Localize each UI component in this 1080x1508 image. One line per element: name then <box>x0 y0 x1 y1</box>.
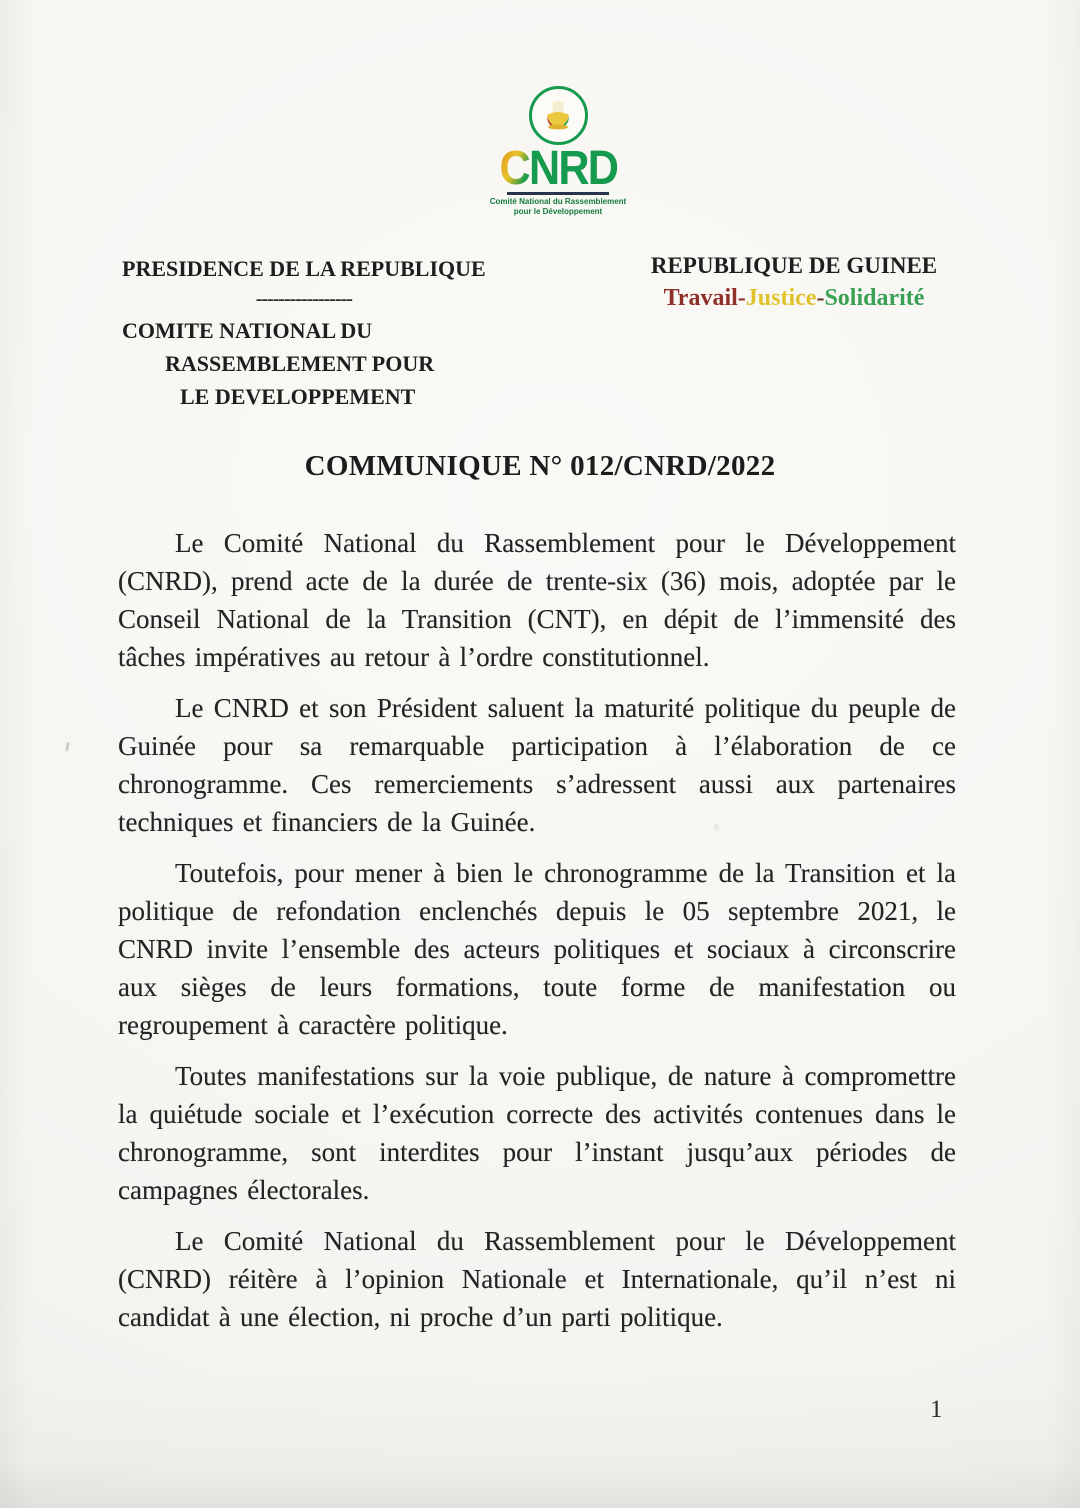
cnrd-logo <box>458 86 658 217</box>
communique-title: COMMUNIQUE N° 012/CNRD/2022 <box>304 450 776 482</box>
national-motto <box>626 283 962 313</box>
logo-subtitle-line1: Comité National du Rassemblement <box>489 197 627 206</box>
letterhead-left-block <box>122 252 486 413</box>
letterhead <box>122 252 962 413</box>
motto-solidarite: Solidarité <box>824 285 925 311</box>
committee-name-line3: LE DEVELOPPEMENT <box>180 384 416 409</box>
paragraph: Toutefois, pour mener à bien le chronogramme de la Transition et la politique de refondation enclenchés depuis le 05 septembre 2021, le CNRD invite l’ensemble des acteurs politiques et sociaux à circonscrire aux sièges de leurs formations, toute forme de manifestation ou regroupement à caractère politique. <box>118 858 956 1040</box>
logo-acronym <box>499 142 617 195</box>
logo-acronym-c: C <box>499 142 529 195</box>
motto-separator: - <box>737 285 746 311</box>
committee-name-line2: RASSEMBLEMENT POUR <box>165 351 435 376</box>
paragraph: Le Comité National du Rassemblement pour le Développement (CNRD), prend acte de la durée de trente-six (36) mois, adoptée par le Conseil National de la Transition (CNT), en dépit de l’immensité des tâches impératives au retour à l’ordre constitutionnel. <box>118 528 956 672</box>
guinea-emblem-icon <box>538 96 578 136</box>
letterhead-right-block <box>626 252 962 413</box>
logo-subtitle-line2: pour le Développement <box>513 207 603 216</box>
presidency-title: PRESIDENCE DE LA REPUBLIQUE <box>122 256 486 281</box>
logo-acronym-nrd: NRD <box>528 142 617 195</box>
motto-travail: Travail <box>663 285 738 311</box>
logo-circle <box>529 86 588 145</box>
country-title: REPUBLIQUE DE GUINEE <box>650 253 938 278</box>
paragraph: Toutes manifestations sur la voie publique, de nature à compromettre la quiétude sociale et l’exécution correcte des activités contenues dans le chronogramme, sont interdites pour l’instant jusqu’aux périodes de campagnes électorales. <box>118 1061 956 1205</box>
motto-separator: - <box>816 285 825 311</box>
page-number: 1 <box>930 1396 943 1423</box>
header-divider: ----------------- <box>255 288 352 310</box>
paragraph: Le Comité National du Rassemblement pour le Développement (CNRD) réitère à l’opinion Nationale et Internationale, qu’il n’est ni candidat à une élection, ni proche d’un parti politique. <box>118 1226 956 1332</box>
document-body <box>118 524 956 1349</box>
paragraph: Le CNRD et son Président saluent la maturité politique du peuple de Guinée pour sa remarquable participation à l’élaboration de ce chronogramme. Ces remerciements s’adressent aussi aux partenaires techniques et financiers de la Guinée. <box>118 693 956 837</box>
logo-subtitle <box>490 197 626 217</box>
motto-justice: Justice <box>745 285 817 311</box>
scan-artifact <box>65 742 70 751</box>
committee-name-line1: COMITE NATIONAL DU <box>122 318 373 343</box>
